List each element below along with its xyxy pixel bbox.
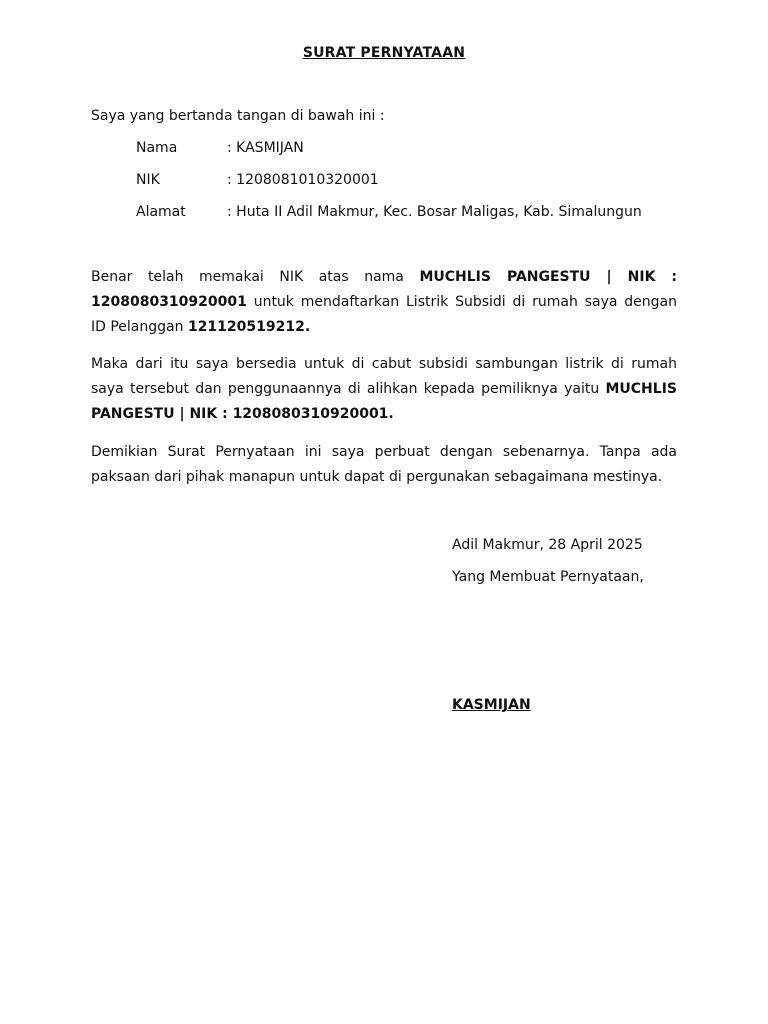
field-label-alamat: Alamat: [136, 204, 186, 220]
field-value-nama: : KASMIJAN: [227, 140, 304, 156]
field-value-nik: : 1208081010320001: [227, 172, 379, 188]
bold-owner-identity: MUCHLIS PANGESTU | NIK : 1208080310920001.: [91, 381, 677, 422]
field-label-nik: NIK: [136, 172, 160, 188]
document-title: SURAT PERNYATAAN: [302, 45, 466, 61]
intro-text: Saya yang bertanda tangan di bawah ini :: [91, 108, 385, 124]
paragraph-usage-statement: [91, 265, 677, 340]
paragraph-subsidy-transfer: [91, 352, 677, 427]
field-label-nama: Nama: [136, 140, 178, 156]
place-date: Adil Makmur, 28 April 2025: [452, 537, 643, 553]
paragraph-text: untuk mendaftarkan Listrik Subsidi di rumah saya dengan ID Pelanggan: [91, 294, 677, 335]
signatory-name: KASMIJAN: [452, 697, 531, 713]
paragraph-text: Maka dari itu saya bersedia untuk di cabut subsidi sambungan listrik di rumah saya tersebut dan penggunaannya di alihkan kepada pemiliknya yaitu: [91, 356, 677, 397]
field-value-alamat: : Huta II Adil Makmur, Kec. Bosar Maligas, Kab. Simalungun: [227, 204, 642, 220]
paragraph-closing: Demikian Surat Pernyataan ini saya perbuat dengan sebenarnya. Tanpa ada paksaan dari pihak manapun untuk dapat di pergunakan sebagaimana mestinya.: [91, 444, 677, 485]
signatory-caption: Yang Membuat Pernyataan,: [452, 569, 644, 585]
bold-owner-identity: MUCHLIS PANGESTU | NIK : 1208080310920001: [91, 269, 678, 310]
paragraph-text: Benar telah memakai NIK atas nama: [91, 269, 420, 285]
bold-customer-id: 121120519212.: [187, 319, 311, 335]
